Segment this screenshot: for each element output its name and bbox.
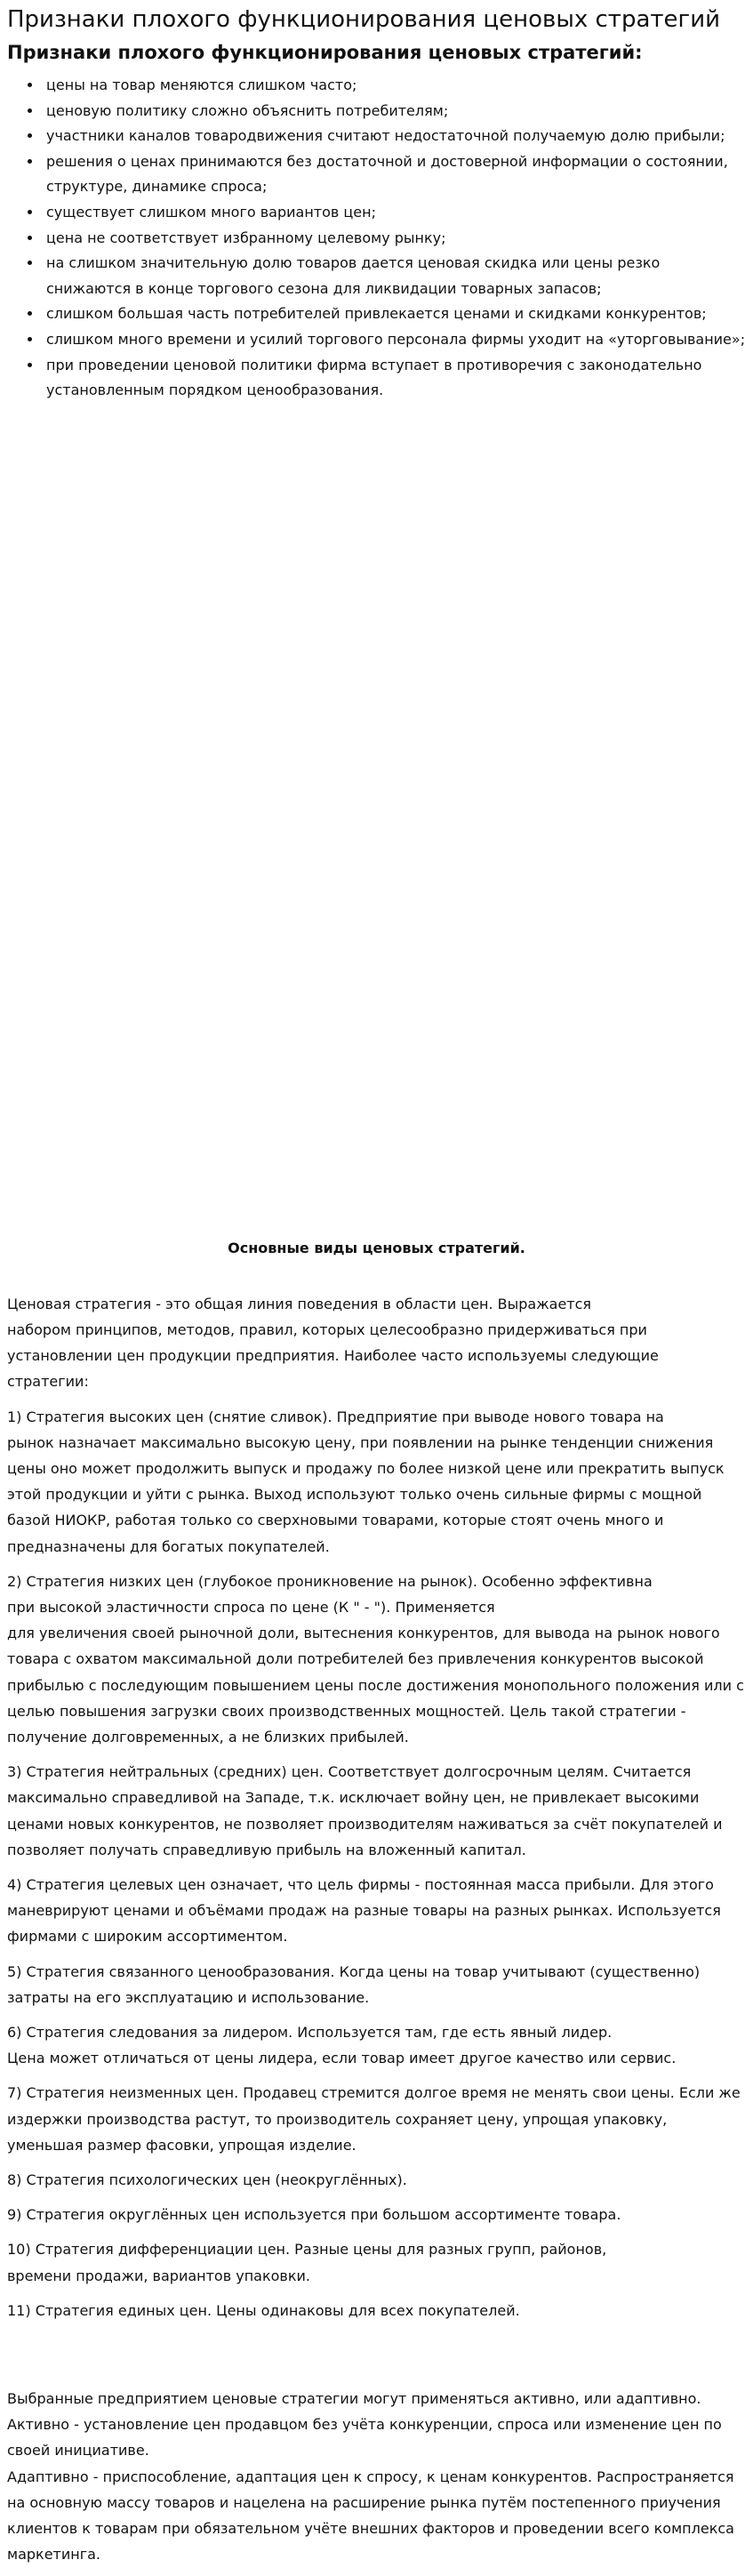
text-line: этой продукции и уйти с рынка. Выход используют только очень сильные фирмы с мощной	[7, 1486, 702, 1504]
strategy-paragraph	[7, 2167, 746, 2193]
text-line: уменьшая размер фасовки, упрощая изделие.	[7, 2136, 356, 2154]
text-line: 8) Стратегия психологических цен (неокруглённых).	[7, 2171, 407, 2189]
text-line: позволяет получать справедливую прибыль на вложенный капитал.	[7, 1841, 526, 1858]
text-line: 10) Стратегия дифференциации цен. Разные цены для разных групп, районов,	[7, 2241, 607, 2259]
text-line: 9) Стратегия округлённых цен используется при большом ассортименте товара.	[7, 2206, 621, 2224]
text-line: при высокой эластичности спроса по цене (К " - "). Применяется	[7, 1598, 495, 1616]
strategy-paragraph	[7, 2019, 746, 2071]
text-line: издержки производства растут, то производитель сохраняет цену, упрощая упаковку,	[7, 2110, 668, 2128]
text-line: 5) Стратегия связанного ценообразования. Когда цены на товар учитывают (существенно)	[7, 1962, 701, 1980]
strategy-paragraph	[7, 2298, 746, 2323]
blank-space	[7, 2332, 746, 2386]
text-line: базой НИОКР, работая только со сверхновыми товарами, которые стоят очень много и	[7, 1512, 664, 1529]
text-line: 6) Стратегия следования за лидером. Используется там, где есть явный лидер.	[7, 2024, 613, 2041]
text-line: 4) Стратегия целевых цен означает, что цель фирмы - постоянная масса прибыли. Для этого	[7, 1875, 714, 1893]
text-line: максимально справедливой на Западе, т.к. исключает войну цен, не привлекает высокими	[7, 1789, 700, 1807]
list-item: • цена не соответствует избранному целевому рынку;	[43, 226, 746, 252]
strategies-list	[7, 1404, 746, 2324]
page-title: Признаки плохого функционирования ценовых стратегий	[7, 6, 720, 33]
text-line: Ценовая стратегия - это общая линия поведения в области цен. Выражается	[7, 1295, 592, 1312]
intro-paragraph	[7, 1291, 746, 1395]
strategy-paragraph	[7, 1759, 746, 1863]
strategy-paragraph	[7, 1569, 746, 1750]
text-line: Активно - установление цен продавцом без учёта конкуренции, спроса или изменение цен по	[7, 2416, 722, 2434]
signs-heading: Признаки плохого функционирования ценовых стратегий:	[7, 42, 643, 63]
text-line: Адаптивно - приспособление, адаптация цен к спросу, к ценам конкурентов. Распространяется	[7, 2468, 734, 2485]
text-line: фирмами с широким ассортиментом.	[7, 1928, 288, 1946]
strategy-paragraph	[7, 1959, 746, 2010]
text-line: Выбранные предприятием ценовые стратегии могут применяться активно, или адаптивно.	[7, 2390, 701, 2408]
strategy-paragraph	[7, 1404, 746, 1560]
text-line: предназначены для богатых покупателей.	[7, 1537, 330, 1555]
list-item: • при проведении ценовой политики фирма вступает в противоречия с законодательно установленным порядком ценообразования.	[43, 353, 746, 404]
text-line: своей инициативе.	[7, 2442, 149, 2460]
text-line: установлении цен продукции предприятия. Наиболее часто используемы следующие	[7, 1347, 659, 1365]
text-line: времени продажи, вариантов упаковки.	[7, 2267, 310, 2284]
text-line: маневрируют ценами и объёмами продаж на разные товары на разных рынках. Используется	[7, 1902, 721, 1920]
text-line: товара с охватом максимальной доли потребителей без привлечения конкурентов высокой	[7, 1650, 704, 1668]
strategies-heading: Основные виды ценовых стратегий.	[228, 1239, 525, 1256]
text-line: прибылью с последующим повышением цены после достижения монопольного положения или с	[7, 1676, 744, 1694]
document-page	[0, 4, 753, 2567]
list-item: • решения о ценах принимаются без достаточной и достоверной информации о состоянии, структуре, динамике спроса;	[43, 149, 746, 200]
text-line: 7) Стратегия неизменных цен. Продавец стремится долгое время не менять свои цены. Если же	[7, 2084, 741, 2102]
list-item: • на слишком значительную долю товаров дается ценовая скидка или цены резко снижаются в конце торгового сезона для ликвидации товарных запасов;	[43, 251, 746, 301]
strategy-paragraph	[7, 2080, 746, 2158]
text-line: цены оно может продолжить выпуск и продажу по более низкой цене или прекратить выпуск	[7, 1459, 725, 1477]
list-item: • существует слишком много вариантов цен;	[43, 200, 746, 226]
strategy-paragraph	[7, 2202, 746, 2227]
list-item: • участники каналов товародвижения считают недостаточной получаемую долю прибыли;	[43, 124, 746, 149]
text-line: 3) Стратегия нейтральных (средних) цен. Соответствует долгосрочным целям. Считается	[7, 1763, 692, 1781]
text-line: рынок назначает максимально высокую цену, при появлении на рынке тенденции снижения	[7, 1433, 714, 1451]
text-line: клиентов к товарам при обязательном учёте внешних факторов и проведении всего комплекса	[7, 2520, 734, 2538]
list-item: • цены на товар меняются слишком часто;	[43, 73, 746, 99]
list-item: • слишком много времени и усилий торгового персонала фирмы уходит на «уторговывание»;	[43, 327, 746, 353]
text-line: 11) Стратегия единых цен. Цены одинаковы для всех покупателей.	[7, 2301, 520, 2319]
conclusion-paragraph	[7, 2386, 746, 2567]
text-line: маркетинга.	[7, 2546, 101, 2564]
strategy-paragraph	[7, 2236, 746, 2288]
blank-space	[7, 404, 746, 1236]
text-line: ценами новых конкурентов, не позволяет производителям наживаться за счёт покупателей и	[7, 1815, 723, 1833]
text-line: целью повышения загрузки своих производственных мощностей. Цель такой стратегии -	[7, 1702, 686, 1720]
strategy-paragraph	[7, 1872, 746, 1950]
signs-list	[7, 73, 746, 404]
text-line: набором принципов, методов, правил, которых целесообразно придерживаться при	[7, 1320, 647, 1338]
text-line: Цена может отличаться от цены лидера, если товар имеет другое качество или сервис.	[7, 2050, 677, 2067]
text-line: стратегии:	[7, 1373, 89, 1391]
text-line: 1) Стратегия высоких цен (снятие сливок). Предприятие при выводе нового товара на	[7, 1408, 664, 1425]
list-item: • слишком большая часть потребителей привлекается ценами и скидками конкурентов;	[43, 301, 746, 327]
text-line: 2) Стратегия низких цен (глубокое проникновение на рынок). Особенно эффективна	[7, 1572, 653, 1590]
text-line: на основную массу товаров и нацелена на расширение рынка путём постепенного приучения	[7, 2493, 721, 2511]
list-item: • ценовую политику сложно объяснить потребителям;	[43, 99, 746, 124]
text-line: затраты на его эксплуатацию и использование.	[7, 1988, 370, 2006]
text-line: для увеличения своей рыночной доли, вытеснения конкурентов, для вывода на рынок нового	[7, 1625, 720, 1642]
text-line: получение долговременных, а не близких прибылей.	[7, 1728, 409, 1745]
